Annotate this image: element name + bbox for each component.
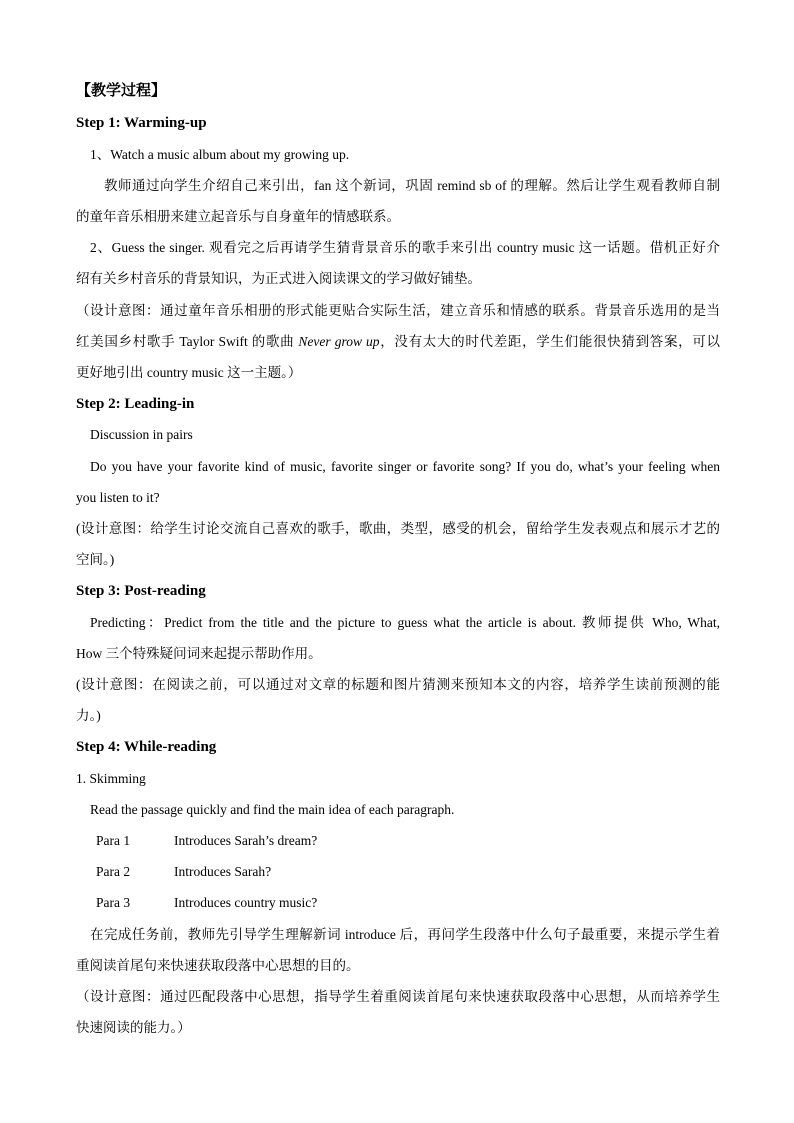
step2-design-line1: (设计意图：给学生讨论交流自己喜欢的歌手，歌曲，类型，感受的机会，留给学生发表观点和展示才艺的 [76,521,720,536]
step4-skimming-label: 1. Skimming [76,771,146,786]
step4-paragraph-line2: 重阅读首尾句来快速获取段落中心思想的目的。 [76,958,360,973]
step4-design-line2: 快速阅读的能力。） [76,1020,191,1035]
step4-paragraph-line1: 在完成任务前，教师先引导学生理解新词 introduce 后，再问学生段落中什么句子最重要，来提示学生着 [90,927,720,942]
step2-question-line2: you listen to it? [76,490,160,505]
step1-design-text-a: 红美国乡村歌手 Taylor Swift 的歌曲 [76,334,299,349]
step1-paragraph-line1: 教师通过向学生介绍自己来引出，fan 这个新词，巩固 remind sb of 的理解。然后让学生观看教师自制 [104,178,720,193]
step2-question-line1: Do you have your favorite kind of music, favorite singer or favorite song? If you do, what’s your feeling when [90,459,720,474]
step2-subheading: Discussion in pairs [90,427,193,442]
step3-paragraph-line1: Predicting：Predict from the title and the picture to guess what the article is about. 教师提供 Who, What, [90,615,720,630]
step1-paragraph-line2: 的童年音乐相册来建立起音乐与自身童年的情感联系。 [76,209,400,224]
para-label: Para 2 [96,864,131,879]
step1-design-line3: 更好地引出 country music 这一主题。） [76,365,302,380]
step1-design-text-b: ，没有太大的时代差距，学生们能很快猜到答案，可以 [379,334,721,349]
para-label: Para 1 [96,833,131,848]
para-description: Introduces country music? [174,895,318,910]
step1-item2-line2: 绍有关乡村音乐的背景知识，为正式进入阅读课文的学习做好铺垫。 [76,271,481,286]
step4-heading: Step 4: While-reading [76,739,217,755]
step4-instruction: Read the passage quickly and find the main idea of each paragraph. [90,802,455,817]
step1-heading: Step 1: Warming-up [76,115,207,131]
step3-design-line1: (设计意图：在阅读之前，可以通过对文章的标题和图片猜测来预知本文的内容，培养学生读前预测的能 [76,677,720,692]
song-title: Never grow up [298,334,380,349]
step3-paragraph-line2: How 三个特殊疑问词来起提示帮助作用。 [76,646,322,661]
step1-item1: 1、Watch a music album about my growing up. [90,147,350,162]
para-description: Introduces Sarah’s dream? [174,833,318,848]
para-row [96,832,317,850]
step4-design-line1: （设计意图：通过匹配段落中心思想，指导学生着重阅读首尾句来快速获取段落中心思想，从而培养学生 [76,989,720,1004]
section-title: 【教学过程】 [76,83,167,99]
para-label: Para 3 [96,895,131,910]
para-description: Introduces Sarah? [174,864,272,879]
para-row [96,894,317,912]
step1-design-line1: （设计意图：通过童年音乐相册的形式能更贴合实际生活，建立音乐和情感的联系。背景音乐选用的是当 [76,303,720,318]
step3-heading: Step 3: Post-reading [76,583,206,599]
step1-item2-line1: 2、Guess the singer. 观看完之后再请学生猜背景音乐的歌手来引出 country music 这一话题。借机正好介 [90,240,720,255]
step2-heading: Step 2: Leading-in [76,396,195,412]
step2-design-line2: 空间。) [76,552,115,567]
step1-design-line2 [76,333,720,351]
para-row [96,863,271,881]
step3-design-line2: 力。) [76,708,101,723]
